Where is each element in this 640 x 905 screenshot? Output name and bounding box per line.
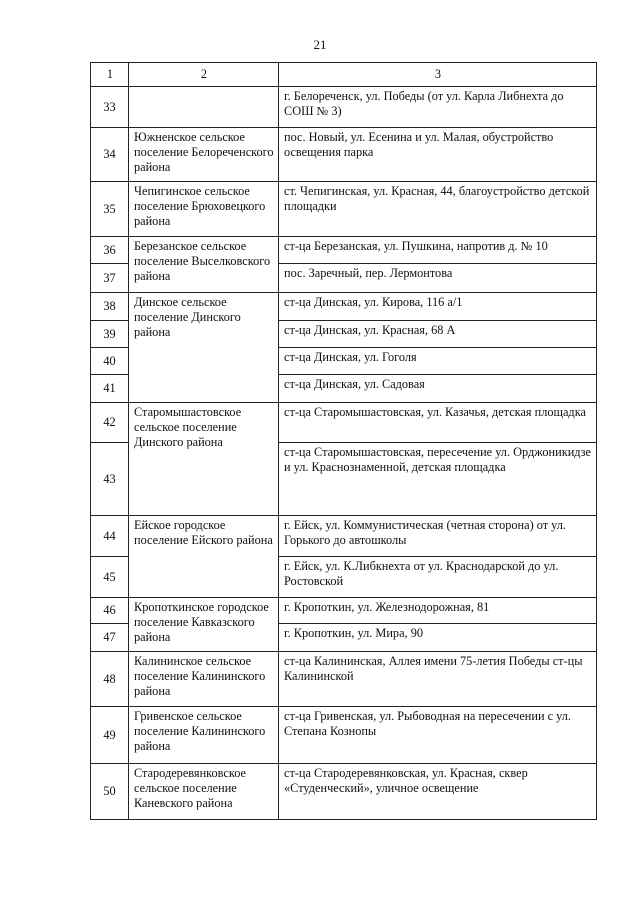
- row-number: 49: [91, 707, 129, 764]
- row-number: 34: [91, 128, 129, 182]
- row-number: 47: [91, 624, 129, 652]
- address-cell: г. Белореченск, ул. Победы (от ул. Карла Либнехта до СОШ № 3): [279, 87, 597, 128]
- address-cell: ст-ца Калининская, Аллея имени 75-летия Победы ст-цы Калининской: [279, 652, 597, 707]
- settlement-cell: Стародеревянковское сельское поселение Каневского района: [129, 764, 279, 820]
- address-cell: ст-ца Стародеревянковская, ул. Красная, сквер «Студенческий», уличное освещение: [279, 764, 597, 820]
- table-header-row: [91, 63, 597, 87]
- settlement-cell: Динское сельское поселение Динского района: [129, 293, 279, 403]
- address-cell: ст-ца Старомышастовская, пересечение ул. Орджоникидзе и ул. Краснознаменной, детская площадка: [279, 443, 597, 516]
- row-number: 43: [91, 443, 129, 516]
- table-row: [91, 87, 597, 128]
- settlement-cell: Березанское сельское поселение Выселковского района: [129, 237, 279, 293]
- address-cell: г. Ейск, ул. Коммунистическая (четная сторона) от ул. Горького до автошколы: [279, 516, 597, 557]
- settlement-cell: Старомышастовское сельское поселение Динского района: [129, 403, 279, 516]
- table-row: [91, 764, 597, 820]
- data-table: [90, 62, 597, 820]
- row-number: 50: [91, 764, 129, 820]
- address-cell: ст. Чепигинская, ул. Красная, 44, благоустройство детской площадки: [279, 182, 597, 237]
- address-cell: г. Кропоткин, ул. Железнодорожная, 81: [279, 598, 597, 624]
- row-number: 40: [91, 348, 129, 375]
- settlement-cell: Ейское городское поселение Ейского района: [129, 516, 279, 598]
- row-number: 33: [91, 87, 129, 128]
- address-cell: ст-ца Динская, ул. Гоголя: [279, 348, 597, 375]
- address-cell: пос. Заречный, пер. Лермонтова: [279, 264, 597, 293]
- row-number: 44: [91, 516, 129, 557]
- row-number: 48: [91, 652, 129, 707]
- row-number: 37: [91, 264, 129, 293]
- column-header-1: 1: [91, 63, 129, 87]
- table-row: [91, 237, 597, 264]
- settlement-cell: Калининское сельское поселение Калининского района: [129, 652, 279, 707]
- address-cell: ст-ца Динская, ул. Красная, 68 А: [279, 321, 597, 348]
- address-cell: г. Кропоткин, ул. Мира, 90: [279, 624, 597, 652]
- table-row: [91, 182, 597, 237]
- settlement-cell: Чепигинское сельское поселение Брюховецкого района: [129, 182, 279, 237]
- row-number: 38: [91, 293, 129, 321]
- table-row: [91, 293, 597, 321]
- table-row: [91, 516, 597, 557]
- address-cell: ст-ца Березанская, ул. Пушкина, напротив д. № 10: [279, 237, 597, 264]
- settlement-cell: [129, 87, 279, 128]
- row-number: 45: [91, 557, 129, 598]
- row-number: 42: [91, 403, 129, 443]
- address-cell: ст-ца Динская, ул. Садовая: [279, 375, 597, 403]
- settlement-cell: Южненское сельское поселение Белореченского района: [129, 128, 279, 182]
- address-cell: г. Ейск, ул. К.Либкнехта от ул. Краснодарской до ул. Ростовской: [279, 557, 597, 598]
- settlement-cell: Кропоткинское городское поселение Кавказского района: [129, 598, 279, 652]
- column-header-2: 2: [129, 63, 279, 87]
- column-header-3: 3: [279, 63, 597, 87]
- row-number: 46: [91, 598, 129, 624]
- address-cell: ст-ца Динская, ул. Кирова, 116 а/1: [279, 293, 597, 321]
- address-cell: пос. Новый, ул. Есенина и ул. Малая, обустройство освещения парка: [279, 128, 597, 182]
- address-cell: ст-ца Старомышастовская, ул. Казачья, детская площадка: [279, 403, 597, 443]
- row-number: 39: [91, 321, 129, 348]
- table-row: [91, 128, 597, 182]
- settlement-cell: Гривенское сельское поселение Калининского района: [129, 707, 279, 764]
- table-row: [91, 652, 597, 707]
- row-number: 36: [91, 237, 129, 264]
- table-row: [91, 598, 597, 624]
- row-number: 35: [91, 182, 129, 237]
- table-row: [91, 707, 597, 764]
- address-cell: ст-ца Гривенская, ул. Рыбоводная на пересечении с ул. Степана Кознопы: [279, 707, 597, 764]
- table-row: [91, 403, 597, 443]
- row-number: 41: [91, 375, 129, 403]
- page-number: 21: [313, 37, 327, 52]
